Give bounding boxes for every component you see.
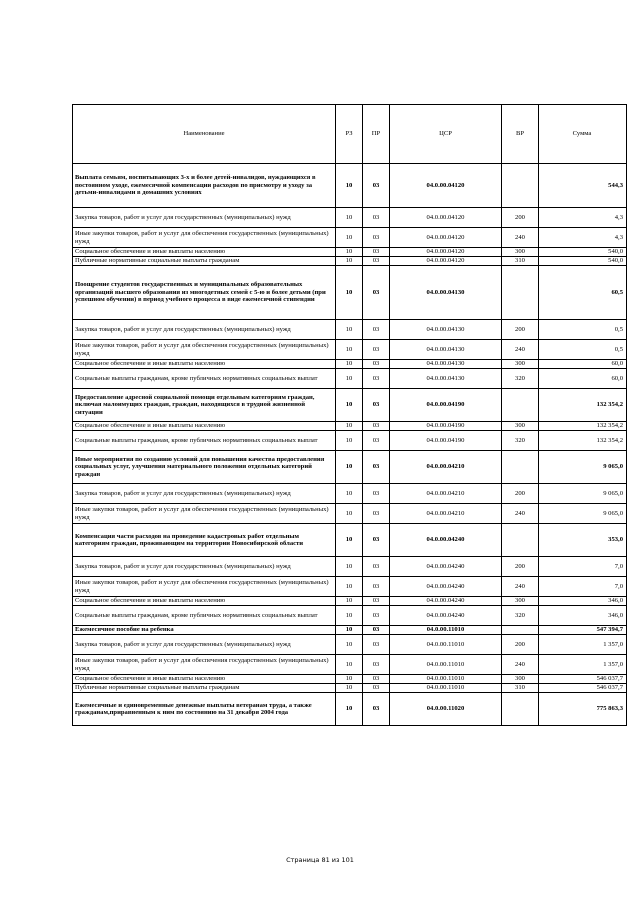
- cell-vr: 300: [502, 360, 539, 369]
- table-row: [73, 257, 627, 266]
- cell-rz: 10: [336, 655, 363, 675]
- cell-sum: 547 394,7: [539, 626, 627, 635]
- cell-csr: 04.0.00.04120: [390, 228, 502, 248]
- cell-pr: 03: [363, 655, 390, 675]
- table-row: [73, 684, 627, 693]
- table-header-row: [73, 105, 627, 164]
- cell-sum: 9 065,0: [539, 484, 627, 504]
- cell-name: Компенсация части расходов на проведение кадастровых работ отдельным категориям граждан, проживающим на территории Новосибирской области: [73, 524, 336, 557]
- table-row: [73, 557, 627, 577]
- cell-pr: 03: [363, 524, 390, 557]
- cell-vr: 300: [502, 422, 539, 431]
- cell-name: Иные закупки товаров, работ и услуг для обеспечения государственных (муниципальных) нужд: [73, 340, 336, 360]
- cell-name: Закупка товаров, работ и услуг для государственных (муниципальных) нужд: [73, 557, 336, 577]
- cell-vr: 240: [502, 504, 539, 524]
- table-row: [73, 626, 627, 635]
- cell-name: Закупка товаров, работ и услуг для государственных (муниципальных) нужд: [73, 635, 336, 655]
- cell-vr: 320: [502, 606, 539, 626]
- cell-vr: [502, 626, 539, 635]
- cell-pr: 03: [363, 164, 390, 208]
- cell-vr: 240: [502, 340, 539, 360]
- cell-rz: 10: [336, 389, 363, 422]
- cell-csr: 04.0.00.04210: [390, 451, 502, 484]
- cell-pr: 03: [363, 320, 390, 340]
- cell-name: Социальное обеспечение и иные выплаты населению: [73, 360, 336, 369]
- table-row: [73, 266, 627, 320]
- cell-rz: 10: [336, 208, 363, 228]
- cell-vr: [502, 524, 539, 557]
- cell-csr: 04.0.00.11010: [390, 626, 502, 635]
- cell-csr: 04.0.00.04190: [390, 431, 502, 451]
- table-row: [73, 431, 627, 451]
- cell-name: Социальные выплаты гражданам, кроме публичных нормативных социальных выплат: [73, 369, 336, 389]
- cell-rz: 10: [336, 451, 363, 484]
- cell-name: Иные мероприятия по созданию условий для повышения качества предоставления социальных услуг, улучшения материального положения отдельных категорий граждан: [73, 451, 336, 484]
- cell-pr: 03: [363, 451, 390, 484]
- table-row: [73, 577, 627, 597]
- cell-pr: 03: [363, 248, 390, 257]
- cell-csr: 04.0.00.04240: [390, 524, 502, 557]
- header-pr: ПР: [363, 105, 390, 164]
- cell-name: Иные закупки товаров, работ и услуг для обеспечения государственных (муниципальных) нужд: [73, 504, 336, 524]
- cell-vr: [502, 389, 539, 422]
- cell-name: Иные закупки товаров, работ и услуг для обеспечения государственных (муниципальных) нужд: [73, 228, 336, 248]
- cell-vr: 310: [502, 684, 539, 693]
- table-row: [73, 248, 627, 257]
- budget-table: [72, 104, 627, 726]
- header-vr: ВР: [502, 105, 539, 164]
- cell-rz: 10: [336, 626, 363, 635]
- cell-csr: 04.0.00.04120: [390, 208, 502, 228]
- table-row: [73, 504, 627, 524]
- cell-sum: 0,5: [539, 340, 627, 360]
- cell-sum: 132 354,2: [539, 431, 627, 451]
- cell-vr: 240: [502, 577, 539, 597]
- cell-name: Иные закупки товаров, работ и услуг для обеспечения государственных (муниципальных) нужд: [73, 577, 336, 597]
- cell-pr: 03: [363, 208, 390, 228]
- table-row: [73, 320, 627, 340]
- cell-rz: 10: [336, 606, 363, 626]
- cell-rz: 10: [336, 369, 363, 389]
- cell-csr: 04.0.00.04130: [390, 320, 502, 340]
- cell-rz: 10: [336, 557, 363, 577]
- table-row: [73, 228, 627, 248]
- cell-csr: 04.0.00.11010: [390, 675, 502, 684]
- cell-rz: 10: [336, 164, 363, 208]
- cell-vr: 300: [502, 597, 539, 606]
- cell-vr: 200: [502, 208, 539, 228]
- cell-rz: 10: [336, 675, 363, 684]
- table-row: [73, 606, 627, 626]
- cell-pr: 03: [363, 684, 390, 693]
- cell-csr: 04.0.00.04130: [390, 360, 502, 369]
- cell-vr: [502, 451, 539, 484]
- cell-sum: 132 354,2: [539, 389, 627, 422]
- cell-name: Иные закупки товаров, работ и услуг для обеспечения государственных (муниципальных) нужд: [73, 655, 336, 675]
- cell-csr: 04.0.00.04130: [390, 266, 502, 320]
- cell-csr: 04.0.00.04130: [390, 369, 502, 389]
- cell-rz: 10: [336, 248, 363, 257]
- cell-name: Выплата семьям, воспитывающих 3-х и более детей-инвалидов, нуждающихся в постоянном уходе, ежемесячной компенсации расходов по присмотру и уходу за детьми-инвалидами в домашних условиях: [73, 164, 336, 208]
- cell-rz: 10: [336, 228, 363, 248]
- cell-pr: 03: [363, 606, 390, 626]
- table-row: [73, 484, 627, 504]
- cell-pr: 03: [363, 693, 390, 726]
- cell-sum: 60,0: [539, 369, 627, 389]
- cell-vr: 240: [502, 228, 539, 248]
- cell-vr: 200: [502, 635, 539, 655]
- cell-csr: 04.0.00.11020: [390, 693, 502, 726]
- cell-name: Закупка товаров, работ и услуг для государственных (муниципальных) нужд: [73, 208, 336, 228]
- header-name: Наименование: [73, 105, 336, 164]
- cell-sum: 0,5: [539, 320, 627, 340]
- cell-sum: 540,0: [539, 257, 627, 266]
- cell-csr: 04.0.00.04240: [390, 597, 502, 606]
- cell-pr: 03: [363, 228, 390, 248]
- cell-name: Закупка товаров, работ и услуг для государственных (муниципальных) нужд: [73, 484, 336, 504]
- cell-name: Ежемесячные и единовременные денежные выплаты ветеранам труда, а также гражданам,приравненным к ним по состоянию на 31 декабря 2004 года: [73, 693, 336, 726]
- cell-vr: 300: [502, 248, 539, 257]
- cell-rz: 10: [336, 340, 363, 360]
- table-row: [73, 675, 627, 684]
- cell-name: Поощрение студентов государственных и муниципальных образовательных организаций высшего образования из многодетных семей с 5-ю и более детьми (при успешном обучении) в период учебного процесса в виде ежемесячной стипендии: [73, 266, 336, 320]
- table-row: [73, 597, 627, 606]
- cell-csr: 04.0.00.04210: [390, 504, 502, 524]
- cell-name: Социальное обеспечение и иные выплаты населению: [73, 248, 336, 257]
- cell-sum: 544,3: [539, 164, 627, 208]
- cell-pr: 03: [363, 369, 390, 389]
- cell-csr: 04.0.00.04120: [390, 257, 502, 266]
- table-row: [73, 422, 627, 431]
- table-row: [73, 451, 627, 484]
- cell-name: Социальные выплаты гражданам, кроме публичных нормативных социальных выплат: [73, 606, 336, 626]
- cell-rz: 10: [336, 524, 363, 557]
- cell-sum: 546 037,7: [539, 684, 627, 693]
- cell-sum: 775 863,3: [539, 693, 627, 726]
- cell-csr: 04.0.00.04120: [390, 164, 502, 208]
- cell-vr: 320: [502, 431, 539, 451]
- cell-pr: 03: [363, 504, 390, 524]
- cell-pr: 03: [363, 431, 390, 451]
- cell-vr: 240: [502, 655, 539, 675]
- cell-sum: 9 065,0: [539, 451, 627, 484]
- cell-rz: 10: [336, 504, 363, 524]
- cell-csr: 04.0.00.04240: [390, 606, 502, 626]
- cell-vr: 310: [502, 257, 539, 266]
- cell-sum: 132 354,2: [539, 422, 627, 431]
- cell-name: Публичные нормативные социальные выплаты гражданам: [73, 684, 336, 693]
- cell-csr: 04.0.00.04190: [390, 389, 502, 422]
- table-row: [73, 340, 627, 360]
- cell-rz: 10: [336, 431, 363, 451]
- page-footer: Страница 81 из 101: [286, 856, 354, 864]
- cell-pr: 03: [363, 340, 390, 360]
- header-csr: ЦСР: [390, 105, 502, 164]
- cell-pr: 03: [363, 389, 390, 422]
- cell-name: Закупка товаров, работ и услуг для государственных (муниципальных) нужд: [73, 320, 336, 340]
- table-row: [73, 693, 627, 726]
- cell-name: Социальное обеспечение и иные выплаты населению: [73, 675, 336, 684]
- table-row: [73, 360, 627, 369]
- cell-csr: 04.0.00.11010: [390, 655, 502, 675]
- cell-sum: 9 065,0: [539, 504, 627, 524]
- cell-rz: 10: [336, 320, 363, 340]
- cell-rz: 10: [336, 422, 363, 431]
- cell-vr: 200: [502, 320, 539, 340]
- cell-name: Социальное обеспечение и иные выплаты населению: [73, 597, 336, 606]
- table-body: [73, 164, 627, 726]
- cell-vr: 320: [502, 369, 539, 389]
- table-row: [73, 524, 627, 557]
- cell-csr: 04.0.00.04120: [390, 248, 502, 257]
- cell-vr: [502, 164, 539, 208]
- cell-csr: 04.0.00.04240: [390, 577, 502, 597]
- cell-sum: 60,5: [539, 266, 627, 320]
- cell-pr: 03: [363, 360, 390, 369]
- cell-sum: 7,0: [539, 577, 627, 597]
- cell-name: Публичные нормативные социальные выплаты гражданам: [73, 257, 336, 266]
- cell-rz: 10: [336, 684, 363, 693]
- table-row: [73, 369, 627, 389]
- header-rz: РЗ: [336, 105, 363, 164]
- cell-rz: 10: [336, 257, 363, 266]
- cell-vr: [502, 693, 539, 726]
- cell-pr: 03: [363, 577, 390, 597]
- cell-vr: 300: [502, 675, 539, 684]
- cell-vr: 200: [502, 557, 539, 577]
- cell-sum: 353,0: [539, 524, 627, 557]
- cell-rz: 10: [336, 484, 363, 504]
- cell-sum: 540,0: [539, 248, 627, 257]
- cell-csr: 04.0.00.04130: [390, 340, 502, 360]
- header-sum: Сумма: [539, 105, 627, 164]
- cell-pr: 03: [363, 257, 390, 266]
- cell-pr: 03: [363, 557, 390, 577]
- cell-rz: 10: [336, 577, 363, 597]
- cell-vr: [502, 266, 539, 320]
- cell-rz: 10: [336, 597, 363, 606]
- cell-csr: 04.0.00.04210: [390, 484, 502, 504]
- cell-sum: 4,3: [539, 208, 627, 228]
- cell-pr: 03: [363, 266, 390, 320]
- cell-csr: 04.0.00.04190: [390, 422, 502, 431]
- cell-pr: 03: [363, 635, 390, 655]
- cell-pr: 03: [363, 597, 390, 606]
- cell-pr: 03: [363, 675, 390, 684]
- cell-csr: 04.0.00.11010: [390, 684, 502, 693]
- cell-sum: 60,0: [539, 360, 627, 369]
- cell-rz: 10: [336, 693, 363, 726]
- cell-rz: 10: [336, 635, 363, 655]
- table-row: [73, 164, 627, 208]
- cell-csr: 04.0.00.04240: [390, 557, 502, 577]
- cell-sum: 346,0: [539, 606, 627, 626]
- table-row: [73, 635, 627, 655]
- cell-sum: 1 357,0: [539, 635, 627, 655]
- cell-sum: 7,0: [539, 557, 627, 577]
- cell-sum: 1 357,0: [539, 655, 627, 675]
- cell-pr: 03: [363, 422, 390, 431]
- cell-rz: 10: [336, 266, 363, 320]
- cell-name: Ежемесячное пособие на ребенка: [73, 626, 336, 635]
- cell-sum: 546 037,7: [539, 675, 627, 684]
- cell-pr: 03: [363, 484, 390, 504]
- cell-name: Предоставление адресной социальной помощи отдельным категориям граждан, включая малоимущих граждан, граждан, находящихся в трудной жизненной ситуации: [73, 389, 336, 422]
- table-row: [73, 208, 627, 228]
- cell-vr: 200: [502, 484, 539, 504]
- cell-csr: 04.0.00.11010: [390, 635, 502, 655]
- table-row: [73, 389, 627, 422]
- cell-name: Социальные выплаты гражданам, кроме публичных нормативных социальных выплат: [73, 431, 336, 451]
- cell-rz: 10: [336, 360, 363, 369]
- cell-sum: 346,0: [539, 597, 627, 606]
- cell-name: Социальное обеспечение и иные выплаты населению: [73, 422, 336, 431]
- table-row: [73, 655, 627, 675]
- cell-pr: 03: [363, 626, 390, 635]
- cell-sum: 4,3: [539, 228, 627, 248]
